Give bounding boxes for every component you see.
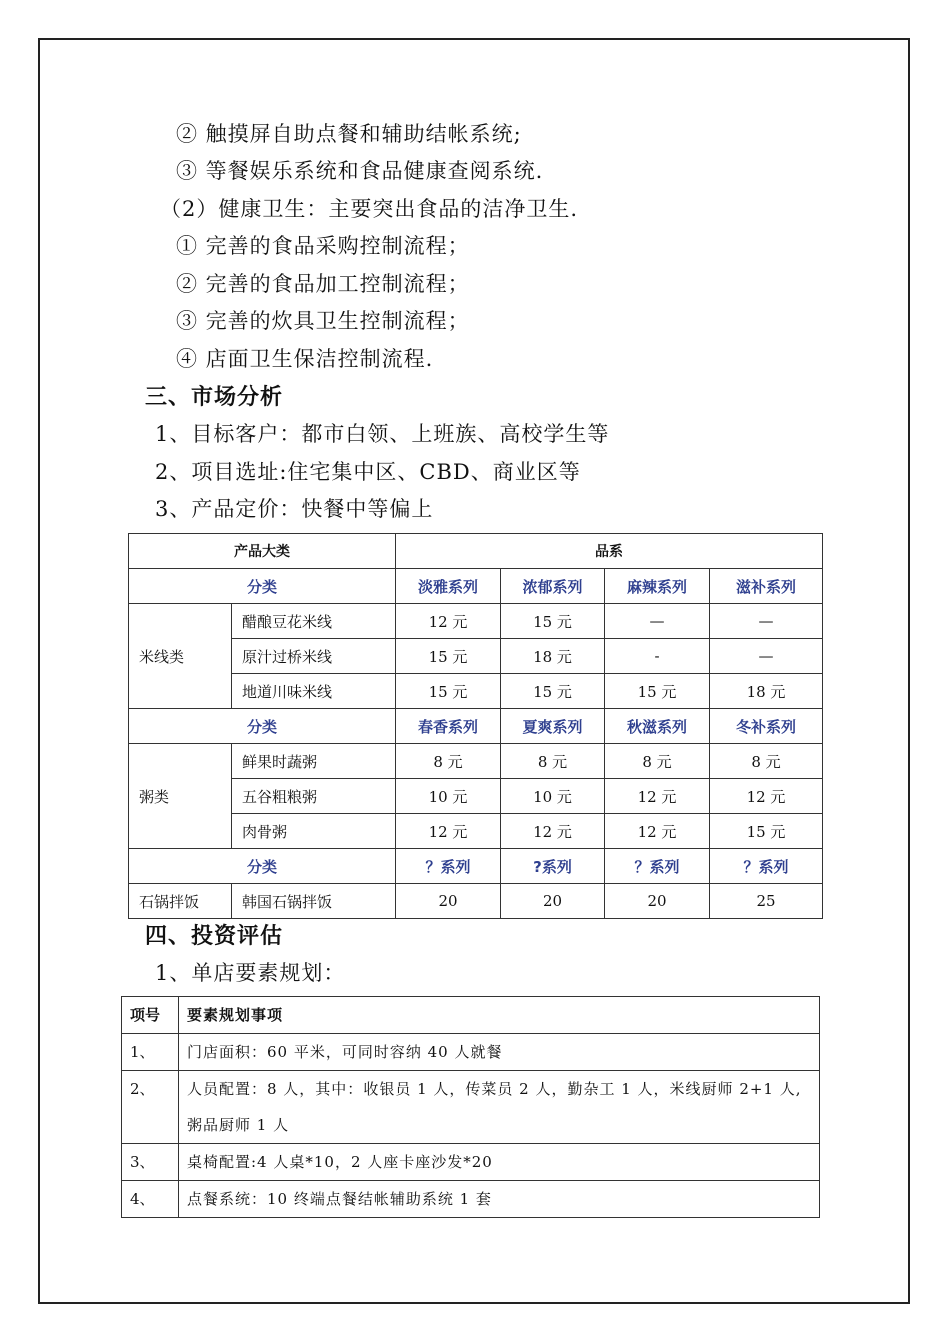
series-label: ？系列	[605, 849, 710, 884]
series-label: 浓郁系列	[501, 569, 605, 604]
intro-line-3: （2）健康卫生：主要突出食品的洁净卫生.	[160, 197, 579, 221]
price-cell: 12 元	[396, 604, 501, 639]
table-row	[129, 884, 823, 919]
price-cell: 20	[605, 884, 710, 919]
header-item-no: 项号	[122, 997, 179, 1034]
header-series: 品系	[396, 534, 823, 569]
table-row	[129, 849, 823, 884]
price-cell: 8 元	[501, 744, 605, 779]
item-text: 点餐系统：10 终端点餐结帐辅助系统 1 套	[179, 1181, 820, 1218]
table-header-row	[122, 997, 820, 1034]
price-cell: 8 元	[396, 744, 501, 779]
intro-line-7: ④ 店面卫生保洁控制流程.	[176, 347, 434, 371]
series-label: 麻辣系列	[605, 569, 710, 604]
section4-title: 四、投资评估	[145, 923, 284, 949]
section3-item-2: 2、项目选址:住宅集中区、CBD、商业区等	[155, 460, 581, 484]
table-row	[122, 1071, 820, 1144]
subheader-classification: 分类	[129, 569, 396, 604]
header-item-desc: 要素规划事项	[179, 997, 820, 1034]
price-cell: 20	[501, 884, 605, 919]
series-label: 夏爽系列	[501, 709, 605, 744]
intro-line-5: ② 完善的食品加工控制流程；	[176, 272, 470, 296]
item-name: 韩国石锅拌饭	[232, 884, 396, 919]
price-cell: 25	[710, 884, 823, 919]
series-label: 滋补系列	[710, 569, 823, 604]
table-row	[122, 1144, 820, 1181]
intro-line-4: ① 完善的食品采购控制流程；	[176, 234, 470, 258]
header-category: 产品大类	[129, 534, 396, 569]
item-text: 门店面积：60 平米，可同时容纳 40 人就餐	[179, 1034, 820, 1071]
intro-line-6: ③ 完善的炊具卫生控制流程；	[176, 309, 470, 333]
price-cell: 12 元	[396, 814, 501, 849]
price-cell: 18 元	[501, 639, 605, 674]
table-row	[129, 779, 823, 814]
element-planning-table	[121, 996, 820, 1218]
price-cell: —	[710, 639, 823, 674]
price-cell: 15 元	[605, 674, 710, 709]
price-cell: 10 元	[396, 779, 501, 814]
price-cell: 12 元	[710, 779, 823, 814]
price-cell: 18 元	[710, 674, 823, 709]
table-row	[129, 604, 823, 639]
price-cell: 8 元	[605, 744, 710, 779]
price-cell: —	[710, 604, 823, 639]
price-cell: 15 元	[396, 674, 501, 709]
subheader-classification: 分类	[129, 849, 396, 884]
item-text: 桌椅配置:4 人桌*10，2 人座卡座沙发*20	[179, 1144, 820, 1181]
price-cell: 8 元	[710, 744, 823, 779]
price-cell: 15 元	[501, 604, 605, 639]
item-name: 地道川味米线	[232, 674, 396, 709]
item-name: 原汁过桥米线	[232, 639, 396, 674]
price-cell: 10 元	[501, 779, 605, 814]
section3-item-1: 1、目标客户：都市白领、上班族、高校学生等	[155, 422, 610, 446]
series-label: 秋滋系列	[605, 709, 710, 744]
intro-line-1: ② 触摸屏自助点餐和辅助结帐系统;	[176, 122, 522, 146]
item-name: 鲜果时蔬粥	[232, 744, 396, 779]
series-label: 冬补系列	[710, 709, 823, 744]
table-header-row	[129, 534, 823, 569]
section3-title: 三、市场分析	[145, 384, 284, 410]
table-row	[129, 639, 823, 674]
table-row	[129, 674, 823, 709]
table-row	[122, 1181, 820, 1218]
table-row	[122, 1034, 820, 1071]
category-label: 石锅拌饭	[129, 884, 232, 919]
item-no: 3、	[122, 1144, 179, 1181]
series-label: ?系列	[501, 849, 605, 884]
item-no: 2、	[122, 1071, 179, 1144]
intro-line-2: ③ 等餐娱乐系统和食品健康查阅系统.	[176, 159, 544, 183]
series-label: ？系列	[710, 849, 823, 884]
product-pricing-table	[128, 533, 823, 919]
item-name: 肉骨粥	[232, 814, 396, 849]
price-cell: 12 元	[605, 814, 710, 849]
section3-item-3: 3、产品定价：快餐中等偏上	[155, 497, 434, 521]
price-cell: 12 元	[501, 814, 605, 849]
item-name: 醋酿豆花米线	[232, 604, 396, 639]
subheader-classification: 分类	[129, 709, 396, 744]
price-cell: 15 元	[501, 674, 605, 709]
price-cell: 20	[396, 884, 501, 919]
category-label: 米线类	[129, 604, 232, 709]
series-label: 淡雅系列	[396, 569, 501, 604]
price-cell: 15 元	[710, 814, 823, 849]
category-label: 粥类	[129, 744, 232, 849]
series-label: ？系列	[396, 849, 501, 884]
price-cell: -	[605, 639, 710, 674]
table-row	[129, 569, 823, 604]
price-cell: 15 元	[396, 639, 501, 674]
item-no: 4、	[122, 1181, 179, 1218]
price-cell: 12 元	[605, 779, 710, 814]
series-label: 春香系列	[396, 709, 501, 744]
item-text: 人员配置：8 人，其中：收银员 1 人，传菜员 2 人，勤杂工 1 人，米线厨师 2+1 人,粥品厨师 1 人	[179, 1071, 820, 1144]
item-name: 五谷粗粮粥	[232, 779, 396, 814]
item-no: 1、	[122, 1034, 179, 1071]
price-cell: —	[605, 604, 710, 639]
table-row	[129, 709, 823, 744]
section4-subtitle: 1、单店要素规划：	[155, 961, 346, 985]
table-row	[129, 744, 823, 779]
table-row	[129, 814, 823, 849]
